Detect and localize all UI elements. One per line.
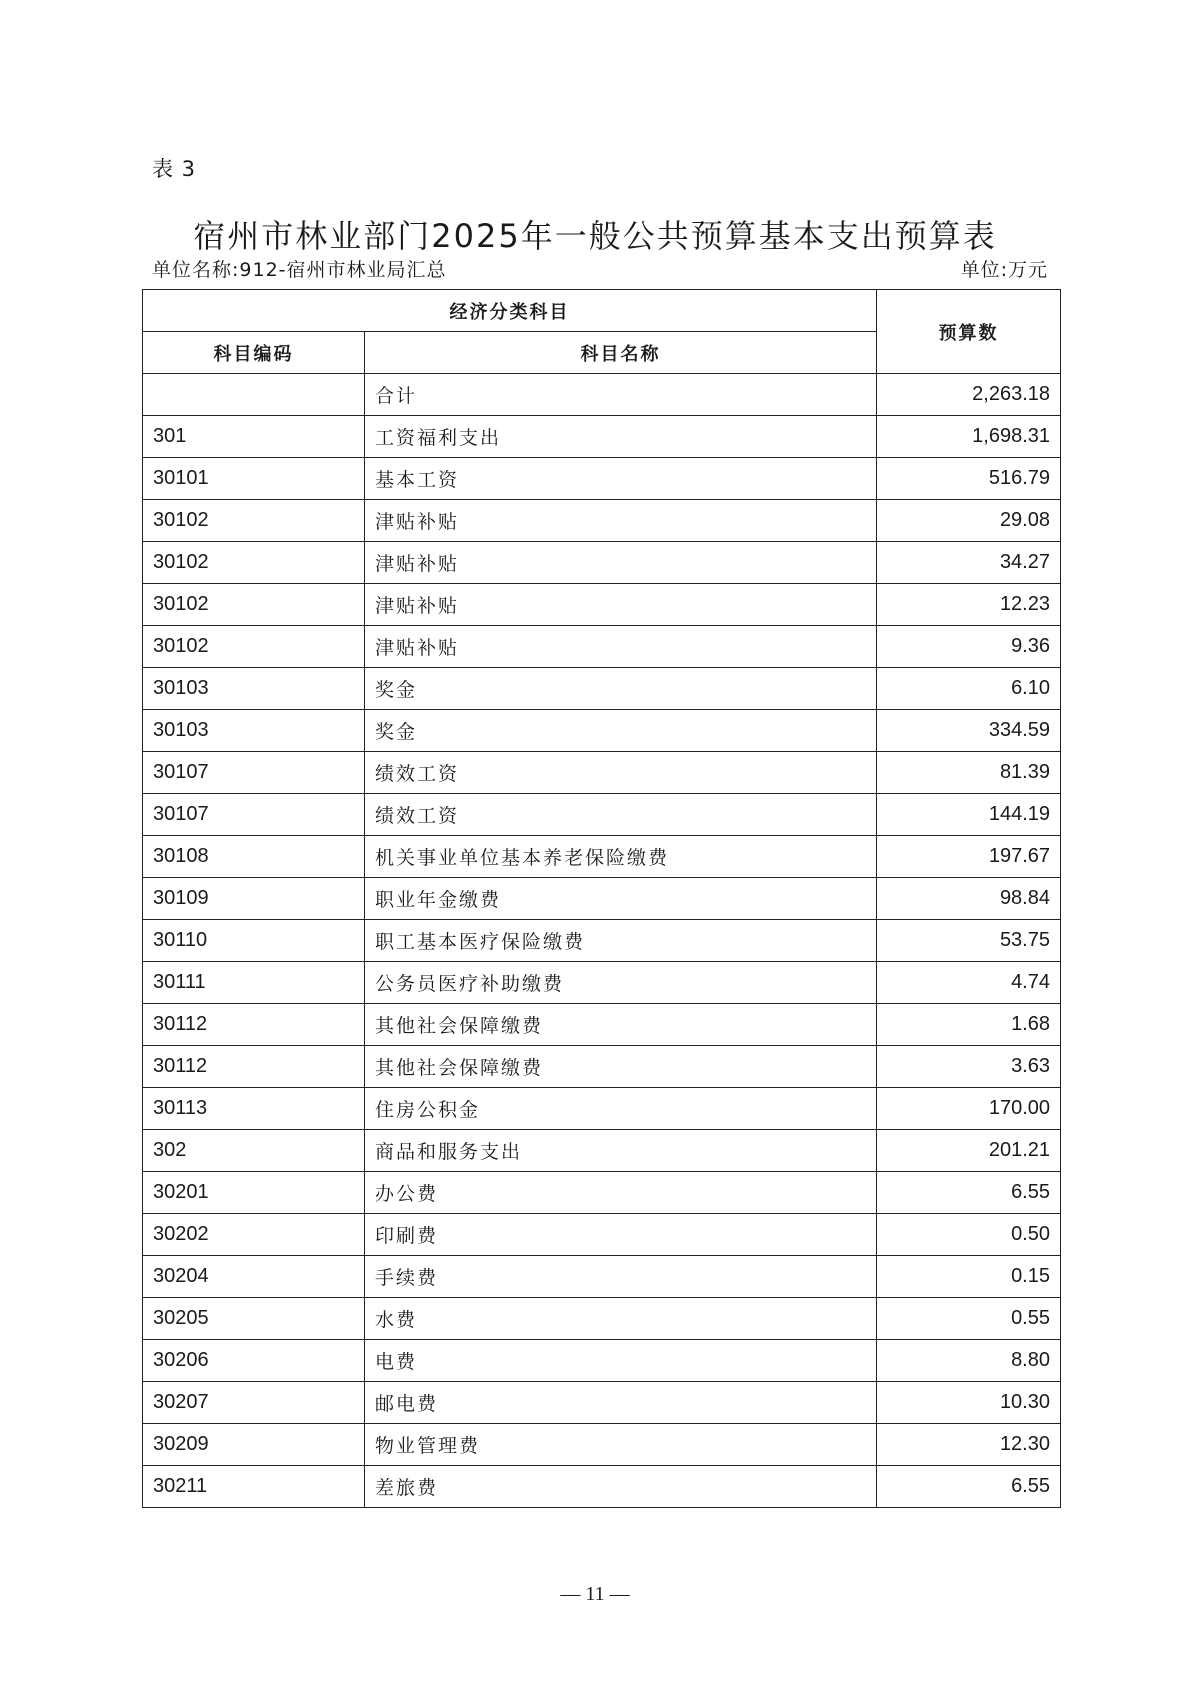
budget-amount-cell: 98.84 xyxy=(877,878,1061,920)
budget-amount-cell: 0.55 xyxy=(877,1298,1061,1340)
table-row xyxy=(143,1172,1061,1214)
subject-name-cell: 职业年金缴费 xyxy=(365,878,877,920)
page-number: — 11 — xyxy=(560,1583,630,1605)
subject-name-cell: 津贴补贴 xyxy=(365,542,877,584)
unit-label: 单位:万元 xyxy=(960,259,1048,281)
subject-code-cell: 30107 xyxy=(143,752,365,794)
subject-code-cell: 30102 xyxy=(143,500,365,542)
table-row xyxy=(143,752,1061,794)
table-row xyxy=(143,1466,1061,1508)
header-budget-amount: 预算数 xyxy=(877,290,1061,374)
subject-name-cell: 邮电费 xyxy=(365,1382,877,1424)
subject-code-cell: 301 xyxy=(143,416,365,458)
table-row xyxy=(143,1382,1061,1424)
table-row xyxy=(143,1298,1061,1340)
subject-code-cell: 302 xyxy=(143,1130,365,1172)
table-row xyxy=(143,1046,1061,1088)
subject-name-cell: 基本工资 xyxy=(365,458,877,500)
budget-amount-cell: 197.67 xyxy=(877,836,1061,878)
budget-amount-cell: 201.21 xyxy=(877,1130,1061,1172)
table-row xyxy=(143,374,1061,416)
budget-amount-cell: 516.79 xyxy=(877,458,1061,500)
budget-amount-cell: 9.36 xyxy=(877,626,1061,668)
table-row xyxy=(143,668,1061,710)
budget-amount-cell: 144.19 xyxy=(877,794,1061,836)
subject-code-cell: 30209 xyxy=(143,1424,365,1466)
subject-code-cell xyxy=(143,374,365,416)
subject-code-cell: 30111 xyxy=(143,962,365,1004)
subject-name-cell: 手续费 xyxy=(365,1256,877,1298)
table-row xyxy=(143,542,1061,584)
header-subject-name: 科目名称 xyxy=(365,332,877,374)
table-row xyxy=(143,458,1061,500)
subject-name-cell: 合计 xyxy=(365,374,877,416)
subject-name-cell: 津贴补贴 xyxy=(365,584,877,626)
budget-amount-cell: 0.15 xyxy=(877,1256,1061,1298)
table-row xyxy=(143,962,1061,1004)
subject-name-cell: 其他社会保障缴费 xyxy=(365,1046,877,1088)
budget-amount-cell: 6.10 xyxy=(877,668,1061,710)
budget-amount-cell: 29.08 xyxy=(877,500,1061,542)
budget-amount-cell: 12.23 xyxy=(877,584,1061,626)
subject-name-cell: 奖金 xyxy=(365,668,877,710)
subject-code-cell: 30207 xyxy=(143,1382,365,1424)
budget-amount-cell: 334.59 xyxy=(877,710,1061,752)
subject-code-cell: 30211 xyxy=(143,1466,365,1508)
table-row xyxy=(143,878,1061,920)
table-body xyxy=(143,374,1061,1508)
table-row xyxy=(143,1004,1061,1046)
budget-amount-cell: 3.63 xyxy=(877,1046,1061,1088)
table-row xyxy=(143,1130,1061,1172)
subject-code-cell: 30112 xyxy=(143,1004,365,1046)
subject-code-cell: 30109 xyxy=(143,878,365,920)
subject-code-cell: 30202 xyxy=(143,1214,365,1256)
budget-amount-cell: 4.74 xyxy=(877,962,1061,1004)
page-title: 宿州市林业部门2025年一般公共预算基本支出预算表 xyxy=(193,217,997,256)
subject-name-cell: 公务员医疗补助缴费 xyxy=(365,962,877,1004)
table-row xyxy=(143,416,1061,458)
subject-name-cell: 津贴补贴 xyxy=(365,626,877,668)
subject-code-cell: 30206 xyxy=(143,1340,365,1382)
budget-amount-cell: 12.30 xyxy=(877,1424,1061,1466)
subject-name-cell: 物业管理费 xyxy=(365,1424,877,1466)
subject-name-cell: 商品和服务支出 xyxy=(365,1130,877,1172)
budget-amount-cell: 1,698.31 xyxy=(877,416,1061,458)
subject-code-cell: 30102 xyxy=(143,584,365,626)
budget-amount-cell: 81.39 xyxy=(877,752,1061,794)
subject-name-cell: 水费 xyxy=(365,1298,877,1340)
table-row xyxy=(143,500,1061,542)
subject-code-cell: 30201 xyxy=(143,1172,365,1214)
budget-amount-cell: 170.00 xyxy=(877,1088,1061,1130)
subject-code-cell: 30102 xyxy=(143,542,365,584)
subject-name-cell: 电费 xyxy=(365,1340,877,1382)
subject-name-cell: 奖金 xyxy=(365,710,877,752)
subject-code-cell: 30103 xyxy=(143,710,365,752)
subject-name-cell: 职工基本医疗保险缴费 xyxy=(365,920,877,962)
subject-code-cell: 30107 xyxy=(143,794,365,836)
table-row xyxy=(143,1424,1061,1466)
unit-name: 单位名称:912-宿州市林业局汇总 xyxy=(152,259,447,281)
subject-name-cell: 办公费 xyxy=(365,1172,877,1214)
subject-code-cell: 30204 xyxy=(143,1256,365,1298)
subject-code-cell: 30205 xyxy=(143,1298,365,1340)
budget-amount-cell: 10.30 xyxy=(877,1382,1061,1424)
budget-amount-cell: 2,263.18 xyxy=(877,374,1061,416)
budget-amount-cell: 6.55 xyxy=(877,1466,1061,1508)
subject-code-cell: 30113 xyxy=(143,1088,365,1130)
budget-amount-cell: 0.50 xyxy=(877,1214,1061,1256)
table-row xyxy=(143,1340,1061,1382)
table-label: 表 3 xyxy=(152,157,197,181)
budget-amount-cell: 53.75 xyxy=(877,920,1061,962)
subject-code-cell: 30108 xyxy=(143,836,365,878)
subject-name-cell: 差旅费 xyxy=(365,1466,877,1508)
subject-code-cell: 30110 xyxy=(143,920,365,962)
budget-amount-cell: 1.68 xyxy=(877,1004,1061,1046)
subject-name-cell: 机关事业单位基本养老保险缴费 xyxy=(365,836,877,878)
table-row xyxy=(143,1088,1061,1130)
table-row xyxy=(143,1256,1061,1298)
table-row xyxy=(143,710,1061,752)
subject-name-cell: 绩效工资 xyxy=(365,752,877,794)
table-row xyxy=(143,626,1061,668)
subject-code-cell: 30112 xyxy=(143,1046,365,1088)
header-subject-code: 科目编码 xyxy=(143,332,365,374)
subject-name-cell: 工资福利支出 xyxy=(365,416,877,458)
subject-name-cell: 住房公积金 xyxy=(365,1088,877,1130)
budget-amount-cell: 6.55 xyxy=(877,1172,1061,1214)
budget-amount-cell: 8.80 xyxy=(877,1340,1061,1382)
table-row xyxy=(143,584,1061,626)
subject-name-cell: 印刷费 xyxy=(365,1214,877,1256)
table-row xyxy=(143,1214,1061,1256)
subject-code-cell: 30101 xyxy=(143,458,365,500)
subject-code-cell: 30103 xyxy=(143,668,365,710)
table-row xyxy=(143,794,1061,836)
budget-amount-cell: 34.27 xyxy=(877,542,1061,584)
subject-code-cell: 30102 xyxy=(143,626,365,668)
budget-table xyxy=(142,289,1061,1508)
subject-name-cell: 绩效工资 xyxy=(365,794,877,836)
header-economic-classification: 经济分类科目 xyxy=(143,290,877,332)
table-row xyxy=(143,920,1061,962)
subject-name-cell: 其他社会保障缴费 xyxy=(365,1004,877,1046)
subject-name-cell: 津贴补贴 xyxy=(365,500,877,542)
table-row xyxy=(143,836,1061,878)
